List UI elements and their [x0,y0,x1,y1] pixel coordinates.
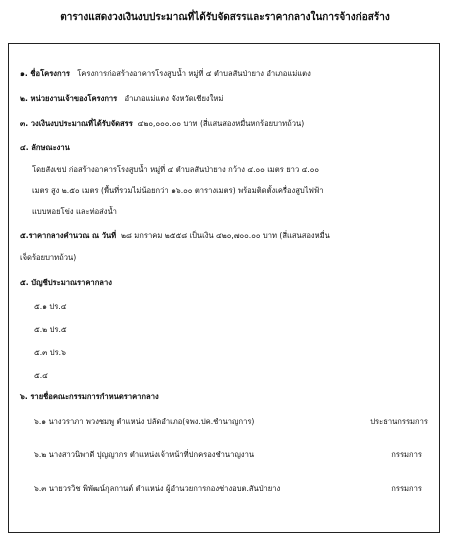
committee-role: กรรมการ [391,450,422,459]
section-4-line-3: แบบหอยโข่ง และท่อส่งน้ำ [32,207,117,216]
committee-member: ๖.๑ นางวราภา พวงชมพู ตำแหน่ง ปลัดอำเภอ(จพง.ปค.ชำนาญการ) [34,417,255,426]
section-3-label: ๓. วงเงินงบประมาณที่ได้รับจัดสรร [20,119,133,128]
section-3 [20,119,304,129]
price-list-item: ๕.๔ [34,371,48,380]
section-5-list-label: ๕. บัญชีประมาณราคากลาง [20,278,112,287]
section-4-label: ๔. ลักษณะงาน [20,143,70,152]
price-list-item: ๕.๑ ปร.๔ [34,302,67,311]
section-1-value: โครงการก่อสร้างอาคารโรงสูบน้ำ หมู่ที่ ๔ ตำบลสันป่ายาง อำเภอแม่แตง [77,69,311,78]
section-5-price [20,231,330,241]
section-2-value: อำเภอแม่แตง จังหวัดเชียงใหม่ [124,94,224,103]
section-2 [20,94,223,104]
section-3-value: ๔๒๐,๐๐๐.๐๐ บาท (สี่แสนสองหมื่นหกร้อยบาทถ้วน) [137,119,305,128]
committee-role: ประธานกรรมการ [370,417,428,426]
section-1 [20,69,311,79]
committee-member: ๖.๒ นางสาวนิพาดี ปุญญากร ตำแหน่งเจ้าหน้าที่ปกครองชำนาญงาน [34,450,255,459]
section-5-price-cont: เจ็ดร้อยบาทถ้วน) [20,253,77,262]
section-5-price-label: ๕.ราคากลางคำนวณ ณ วันที่ [20,231,117,240]
section-4-line-1: โดยสังเขป ก่อสร้างอาคารโรงสูบน้ำ หมู่ที่ ๔ ตำบลสันป่ายาง กว้าง ๔.๐๐ เมตร ยาว ๔.๐๐ [32,165,320,174]
section-2-label: ๒. หน่วยงานเจ้าของโครงการ [20,94,118,103]
section-1-label: ๑. ชื่อโครงการ [20,69,70,78]
price-list-item: ๕.๓ ปร.๖ [34,348,66,357]
price-list-item: ๕.๒ ปร.๕ [34,325,67,334]
section-4-line-2: เมตร สูง ๒.๕๐ เมตร (พื้นที่รวมไม่น้อยกว่า ๑๖.๐๐ ตารางเมตร) พร้อมติดตั้งเครื่องสูบไฟฟ้า [32,186,324,195]
committee-member: ๖.๓ นายวรวิช พิพัฒน์กุลกานต์ ตำแหน่ง ผู้อำนวยการกองช่างอบต.สันป่ายาง [34,484,281,493]
document-title: ตารางแสดงวงเงินงบประมาณที่ได้รับจัดสรรและราคากลางในการจ้างก่อสร้าง [60,12,390,23]
section-6-label: ๖. รายชื่อคณะกรรมการกำหนดราคากลาง [20,392,159,401]
committee-role: กรรมการ [391,484,422,493]
section-5-price-value: ๒๘ มกราคม ๒๕๕๘ เป็นเงิน ๔๒๐,๗๐๐.๐๐ บาท (สี่แสนสองหมื่น [121,231,330,240]
